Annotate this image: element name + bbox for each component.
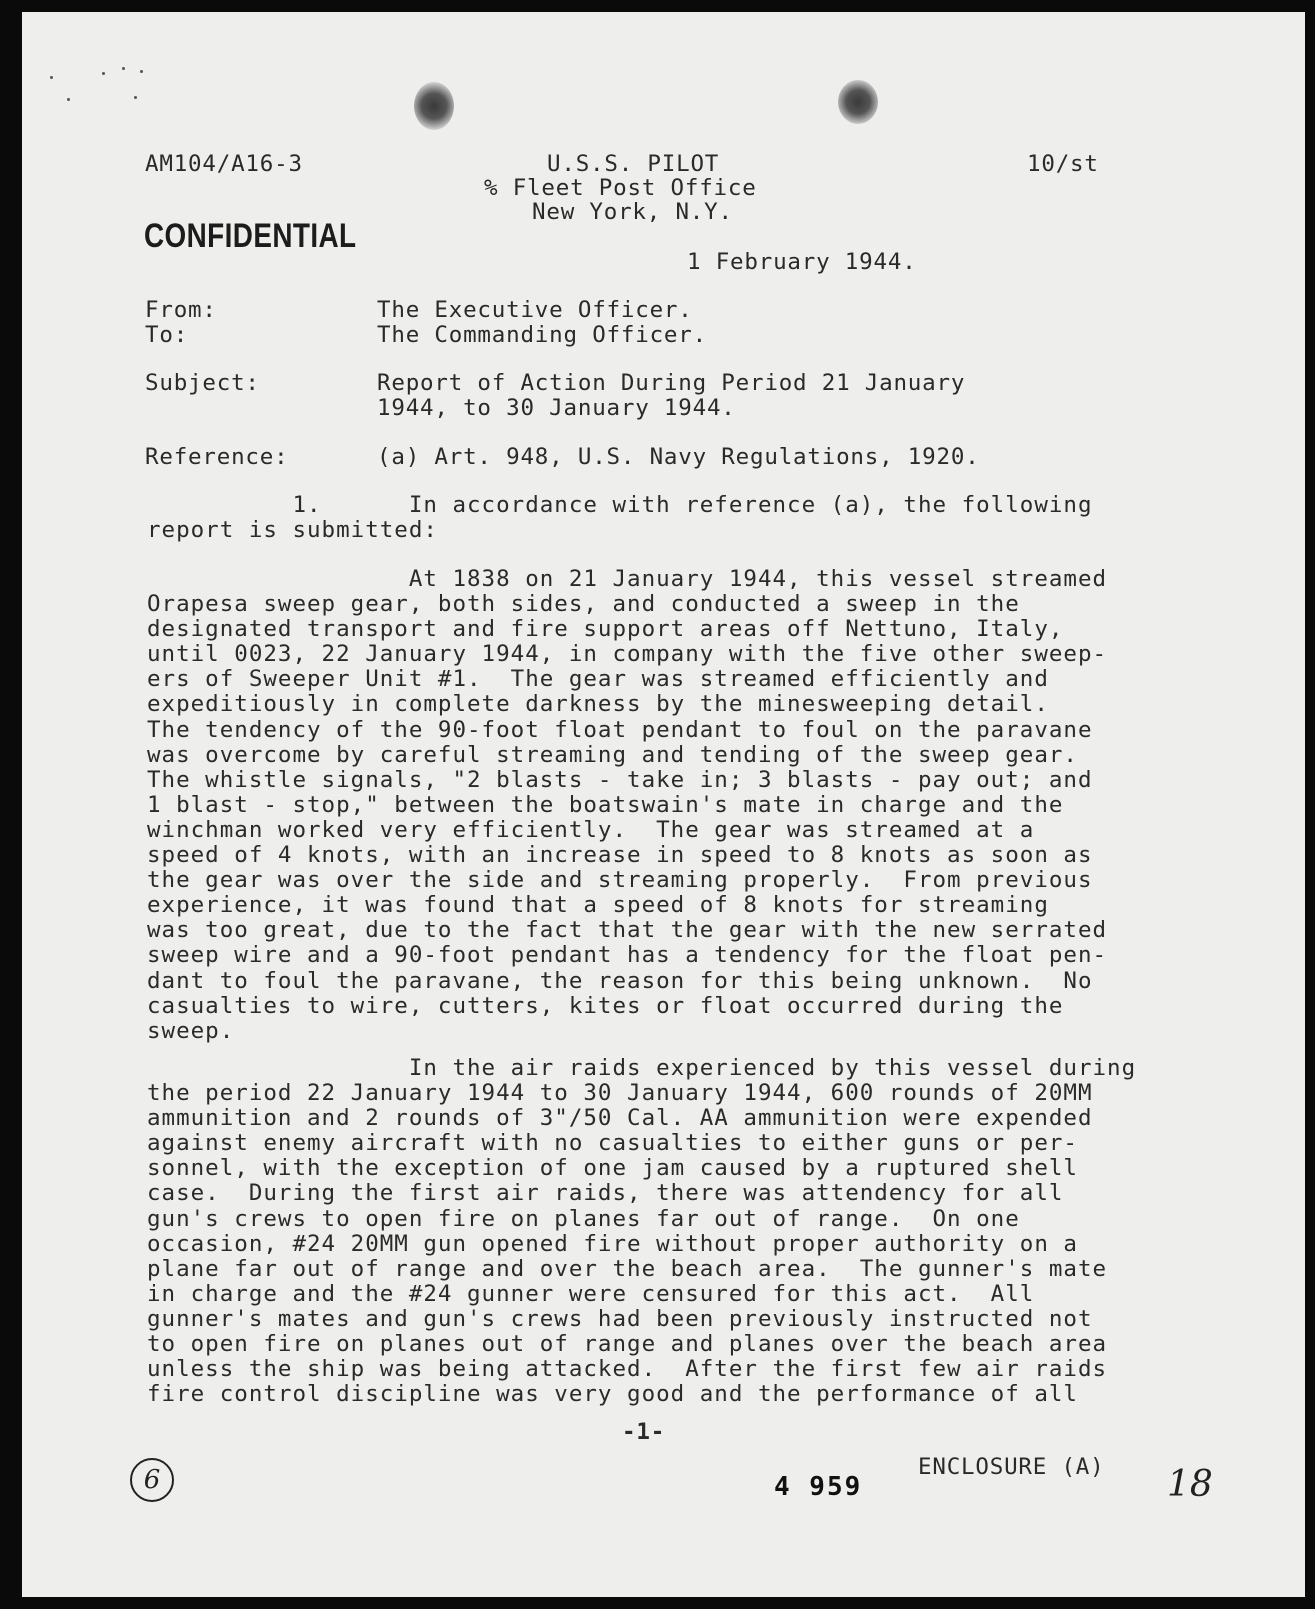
file-code: AM104/A16-3 <box>145 151 303 177</box>
typist-initials: 10/st <box>1027 151 1099 177</box>
enclosure-label: ENCLOSURE (A) <box>918 1454 1105 1480</box>
letter-date: 1 February 1944. <box>687 249 917 275</box>
text-line: in charge and the #24 gunner were censured for this act. All <box>147 1280 1035 1307</box>
text-line: expeditiously in complete darkness by the minesweeping detail. <box>147 691 1049 718</box>
text-line: The whistle signals, "2 blasts - take in; 3 blasts - pay out; and <box>147 766 1093 793</box>
text-line: was overcome by careful streaming and tending of the sweep gear. <box>147 741 1078 768</box>
text-line: gun's crews to open fire on planes far out of range. On one <box>147 1205 1020 1232</box>
text-line: the gear was over the side and streaming properly. From previous <box>147 867 1093 894</box>
text-line: sweep wire and a 90-foot pendant has a tendency for the float pen- <box>147 942 1108 969</box>
address-line-1: % Fleet Post Office <box>484 175 757 201</box>
text-line: against enemy aircraft with no casualties to either guns or per- <box>147 1130 1078 1157</box>
subject-line-1: Report of Action During Period 21 January <box>377 370 966 396</box>
scan-speck <box>102 72 105 75</box>
scan-speck <box>134 96 137 99</box>
text-line: unless the ship was being attacked. After the first few air raids <box>147 1356 1108 1383</box>
punch-hole-right <box>838 80 878 124</box>
address-line-2: New York, N.Y. <box>532 199 733 225</box>
text-line: plane far out of range and over the beach area. The gunner's mate <box>147 1255 1108 1282</box>
paragraph-3 <box>147 1056 1207 1407</box>
text-line: fire control discipline was very good and the performance of all <box>147 1381 1078 1408</box>
text-line: case. During the first air raids, there was attendency for all <box>147 1180 1064 1207</box>
from-label: From: <box>145 297 217 323</box>
text-line: dant to foul the paravane, the reason for this being unknown. No <box>147 967 1093 994</box>
scan-speck <box>122 67 125 70</box>
paragraph-2 <box>147 567 1207 1044</box>
text-line: ammunition and 2 rounds of 3"/50 Cal. AA ammunition were expended <box>147 1105 1093 1132</box>
text-line: At 1838 on 21 January 1944, this vessel streamed <box>147 566 1108 592</box>
text-line: gunner's mates and gun's crews had been previously instructed not <box>147 1305 1093 1332</box>
text-line: sonnel, with the exception of one jam caused by a ruptured shell <box>147 1155 1078 1182</box>
reference-value: (a) Art. 948, U.S. Navy Regulations, 1920. <box>377 444 980 470</box>
text-line: experience, it was found that a speed of 8 knots for streaming <box>147 892 1049 919</box>
handwritten-number: 18 <box>1167 1464 1213 1505</box>
to-value: The Commanding Officer. <box>377 322 707 348</box>
document-page <box>22 12 1305 1597</box>
text-line: designated transport and fire support areas off Nettuno, Italy, <box>147 616 1064 643</box>
text-line: the period 22 January 1944 to 30 January 1944, 600 rounds of 20MM <box>147 1080 1093 1107</box>
text-line: ers of Sweeper Unit #1. The gear was streamed efficiently and <box>147 666 1049 693</box>
text-line: report is submitted: <box>147 517 438 544</box>
text-line: The tendency of the 90-foot float pendant to foul on the paravane <box>147 716 1093 743</box>
punch-hole-left <box>414 82 454 130</box>
text-line: was too great, due to the fact that the gear with the new serrated <box>147 917 1108 944</box>
subject-line-2: 1944, to 30 January 1944. <box>377 395 736 421</box>
paragraph-1 <box>147 493 1207 543</box>
text-line: 1. In accordance with reference (a), the following <box>147 492 1093 518</box>
text-line: to open fire on planes out of range and planes over the beach area <box>147 1331 1108 1358</box>
ship-name: U.S.S. PILOT <box>547 151 720 177</box>
text-line: casualties to wire, cutters, kites or float occurred during the <box>147 992 1064 1019</box>
scan-speck <box>140 70 143 73</box>
reference-label: Reference: <box>145 444 289 470</box>
text-line: In the air raids experienced by this vessel during <box>147 1055 1137 1081</box>
text-line: 1 blast - stop," between the boatswain's mate in charge and the <box>147 791 1064 818</box>
scan-speck <box>67 98 70 101</box>
from-value: The Executive Officer. <box>377 297 693 323</box>
text-line: occasion, #24 20MM gun opened fire without proper authority on a <box>147 1230 1078 1257</box>
text-line: sweep. <box>147 1017 235 1044</box>
subject-label: Subject: <box>145 370 260 396</box>
text-line: winchman worked very efficiently. The gear was streamed at a <box>147 816 1035 843</box>
text-line: Orapesa sweep gear, both sides, and conducted a sweep in the <box>147 591 1020 618</box>
to-label: To: <box>145 322 189 348</box>
circled-number: 6 <box>130 1458 174 1502</box>
page-number: -1- <box>622 1419 666 1445</box>
scan-speck <box>50 76 53 79</box>
text-line: speed of 4 knots, with an increase in speed to 8 knots as soon as <box>147 842 1093 869</box>
confidential-stamp: CONFIDENTIAL <box>144 217 357 255</box>
document-number: 4 959 <box>774 1472 863 1502</box>
text-line: until 0023, 22 January 1944, in company with the five other sweep- <box>147 641 1108 668</box>
